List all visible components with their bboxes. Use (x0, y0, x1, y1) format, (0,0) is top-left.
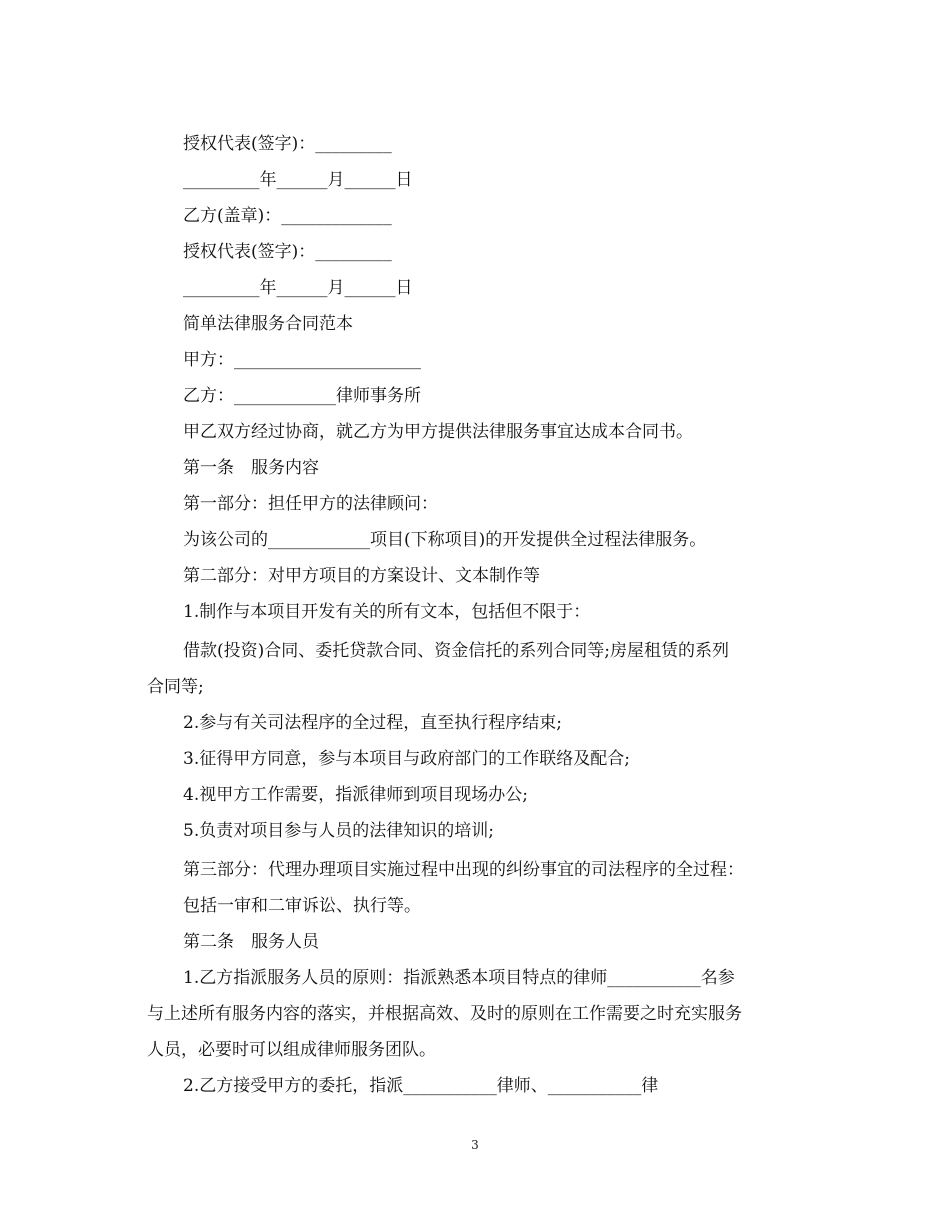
item-4: 4.视甲方工作需要，指派律师到项目现场办公; (183, 785, 528, 805)
article-2-heading: 第二条 服务人员 (183, 932, 319, 952)
item-5: 5.负责对项目参与人员的法律知识的培训; (183, 821, 494, 841)
date-line-2: _________年______月______日 (183, 278, 413, 298)
part-2-heading: 第二部分：对甲方项目的方案设计、文本制作等 (183, 566, 540, 586)
signature-rep-line-1: 授权代表(签字)：_________ (183, 134, 392, 154)
item-1: 1.制作与本项目开发有关的所有文本，包括但不限于： (183, 602, 591, 622)
part-3-detail: 包括一审和二审诉讼、执行等。 (183, 896, 421, 916)
page-number: 3 (471, 1138, 479, 1152)
item-1-detail-continued: 合同等; (147, 677, 204, 697)
part-1-heading: 第一部分：担任甲方的法律顾问： (183, 494, 438, 514)
party-b-seal-line: 乙方(盖章)：_____________ (183, 206, 392, 226)
staff-principle-line-1: 1.乙方指派服务人员的原则：指派熟悉本项目特点的律师___________名参 (183, 968, 735, 988)
item-1-detail: 借款(投资)合同、委托贷款合同、资金信托的系列合同等;房屋租赁的系列 (183, 641, 729, 661)
staff-appointment-line: 2.乙方接受甲方的委托，指派___________律师、___________律 (183, 1076, 659, 1096)
party-b-line: 乙方：____________律师事务所 (183, 386, 421, 406)
part-3-heading: 第三部分：代理办理项目实施过程中出现的纠纷事宜的司法程序的全过程： (183, 860, 744, 880)
item-3: 3.征得甲方同意，参与本项目与政府部门的工作联络及配合; (183, 749, 630, 769)
part-1-paragraph: 为该公司的____________项目(下称项目)的开发提供全过程法律服务。 (183, 530, 707, 550)
article-1-heading: 第一条 服务内容 (183, 458, 319, 478)
staff-principle-line-2: 与上述所有服务内容的落实，并根据高效、及时的原则在工作需要之时充实服务 (147, 1004, 742, 1024)
item-2: 2.参与有关司法程序的全过程，直至执行程序结束; (183, 713, 562, 733)
date-line-1: _________年______月______日 (183, 170, 413, 190)
party-a-line: 甲方：______________________ (183, 350, 421, 370)
signature-rep-line-2: 授权代表(签字)：_________ (183, 242, 392, 262)
preamble-paragraph: 甲乙双方经过协商，就乙方为甲方提供法律服务事宜达成本合同书。 (183, 422, 693, 442)
contract-title: 简单法律服务合同范本 (183, 314, 353, 334)
staff-principle-line-3: 人员，必要时可以组成律师服务团队。 (147, 1040, 436, 1060)
